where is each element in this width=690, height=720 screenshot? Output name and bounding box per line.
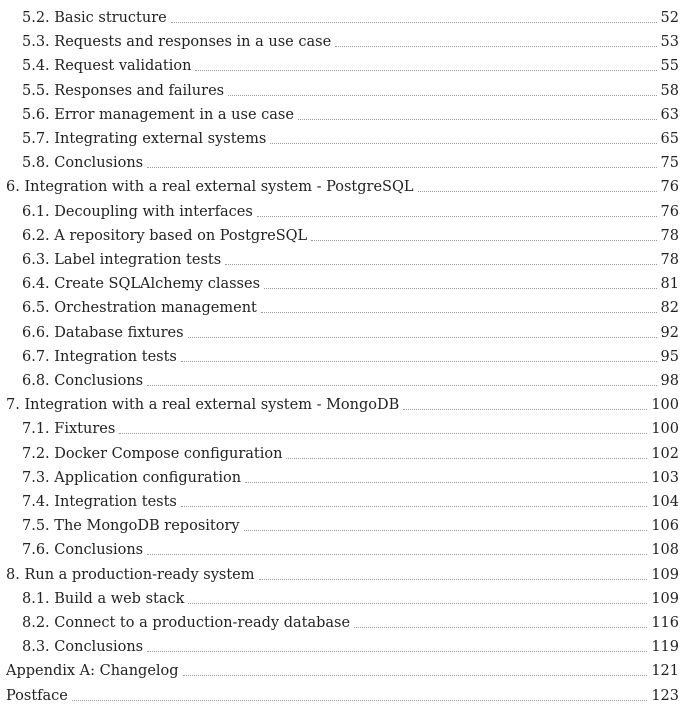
toc-section-entry[interactable]: [22, 414, 679, 438]
dot-leader: [286, 457, 647, 459]
toc-page-number: 63: [660, 106, 679, 123]
dot-leader: [181, 360, 657, 362]
toc-entry-title: 5.3. Requests and responses in a use case: [22, 34, 332, 51]
toc-page-number: 109: [651, 590, 679, 607]
toc-chapter-entry[interactable]: [6, 560, 679, 584]
dot-leader: [403, 408, 647, 410]
toc-page-number: 75: [660, 155, 679, 172]
toc-entry-title: 6.4. Create SQLAlchemy classes: [22, 276, 261, 293]
toc-entry-title: 6.2. A repository based on PostgreSQL: [22, 227, 308, 244]
toc-entry-title: 8.2. Connect to a production-ready database: [22, 615, 351, 631]
toc-entry-title: 7.1. Fixtures: [22, 421, 116, 438]
toc-entry-title: 6.8. Conclusions: [22, 373, 144, 389]
toc-entry-title: 7. Integration with a real external system - MongoDB: [6, 397, 400, 414]
dot-leader: [264, 287, 657, 289]
toc-page-number: 103: [651, 469, 679, 486]
toc-page-number: 123: [651, 687, 679, 704]
toc-page-number: 81: [660, 276, 679, 293]
toc-page-number: 106: [651, 518, 679, 535]
toc-page-number: 58: [660, 82, 679, 99]
toc-page-number: 52: [660, 10, 679, 26]
toc-entry-title: 7.5. The MongoDB repository: [22, 518, 240, 535]
toc-section-entry[interactable]: [22, 76, 679, 100]
dot-leader: [147, 166, 656, 168]
toc-section-entry[interactable]: [22, 342, 679, 366]
dot-leader: [259, 578, 648, 580]
toc-section-entry[interactable]: [22, 318, 679, 342]
toc-entry-title: 5.5. Responses and failures: [22, 82, 225, 99]
toc-entry-title: 7.3. Application configuration: [22, 469, 242, 486]
toc-entry-title: 5.4. Request validation: [22, 58, 192, 75]
dot-leader: [147, 650, 647, 652]
toc-section-entry[interactable]: [22, 632, 679, 656]
toc-section-entry[interactable]: [22, 584, 679, 608]
dot-leader: [354, 626, 647, 628]
dot-leader: [171, 21, 657, 23]
toc-entry-title: 5.6. Error management in a use case: [22, 106, 294, 123]
dot-leader: [335, 45, 656, 47]
dot-leader: [147, 553, 647, 555]
toc-page-number: 109: [651, 566, 679, 583]
toc-entry-title: 8.1. Build a web stack: [22, 590, 185, 607]
toc-page-number: 104: [651, 494, 679, 510]
toc-entry-title: 5.8. Conclusions: [22, 155, 144, 172]
toc-section-entry[interactable]: [22, 439, 679, 463]
toc-page-number: 53: [660, 34, 679, 51]
toc-page-number: 119: [651, 639, 679, 656]
toc-page-number: 76: [660, 203, 679, 220]
dot-leader: [245, 481, 647, 483]
dot-leader: [270, 142, 656, 144]
toc-entry-title: 6.1. Decoupling with interfaces: [22, 203, 253, 220]
toc-entry-title: 6.7. Integration tests: [22, 348, 177, 365]
dot-leader: [261, 311, 657, 313]
dot-leader: [195, 69, 656, 71]
toc-page-number: 78: [660, 227, 679, 244]
dot-leader: [72, 699, 647, 701]
toc-page-number: 108: [651, 542, 679, 559]
toc-section-entry[interactable]: [22, 124, 679, 148]
toc-entry-title: 7.6. Conclusions: [22, 542, 144, 559]
dot-leader: [298, 118, 657, 120]
toc-page-number: 98: [660, 373, 679, 389]
toc-entry-title: 6. Integration with a real external system - PostgreSQL: [6, 179, 414, 196]
dot-leader: [188, 336, 657, 338]
toc-section-entry[interactable]: [22, 100, 679, 124]
toc-section-entry[interactable]: [22, 608, 679, 632]
dot-leader: [228, 94, 656, 96]
toc-page-number: 121: [651, 663, 679, 680]
toc-page-number: 65: [660, 131, 679, 147]
dot-leader: [257, 215, 657, 217]
dot-leader: [188, 602, 647, 604]
toc-entry-title: Postface: [6, 687, 68, 704]
toc-section-entry[interactable]: [22, 221, 679, 245]
toc-chapter-entry[interactable]: [6, 681, 679, 705]
toc-entry-title: 5.2. Basic structure: [22, 10, 167, 26]
toc-entry-title: 5.7. Integrating external systems: [22, 131, 267, 147]
toc-section-entry[interactable]: [22, 366, 679, 390]
toc-section-entry[interactable]: [22, 245, 679, 269]
toc-page-number: 55: [660, 58, 679, 75]
toc-page-number: 100: [651, 421, 679, 438]
toc-page-number: 76: [660, 179, 679, 196]
toc-entry-title: 6.6. Database fixtures: [22, 324, 184, 341]
toc-section-entry[interactable]: [22, 3, 679, 27]
toc-chapter-entry[interactable]: [6, 390, 679, 414]
dot-leader: [147, 384, 656, 386]
toc-page-number: 102: [651, 445, 679, 462]
toc-section-entry[interactable]: [22, 293, 679, 317]
toc-section-entry[interactable]: [22, 463, 679, 487]
toc-entry-title: 7.2. Docker Compose configuration: [22, 445, 283, 462]
toc-section-entry[interactable]: [22, 511, 679, 535]
toc-entry-title: Appendix A: Changelog: [6, 663, 179, 680]
toc-section-entry[interactable]: [22, 27, 679, 51]
toc-chapter-entry[interactable]: [6, 656, 679, 680]
toc-page-number: 92: [660, 324, 679, 341]
toc-chapter-entry[interactable]: [6, 172, 679, 196]
dot-leader: [181, 505, 647, 507]
dot-leader: [418, 190, 657, 192]
toc-entry-title: 8.3. Conclusions: [22, 639, 144, 656]
toc-page-number: 100: [651, 397, 679, 414]
toc-section-entry[interactable]: [22, 148, 679, 172]
dot-leader: [183, 674, 648, 676]
toc-section-entry[interactable]: [22, 487, 679, 511]
dot-leader: [225, 263, 656, 265]
toc-section-entry[interactable]: [22, 51, 679, 75]
dot-leader: [311, 239, 656, 241]
toc-entry-title: 6.5. Orchestration management: [22, 300, 257, 317]
toc-page-number: 78: [660, 252, 679, 268]
toc-section-entry[interactable]: [22, 535, 679, 559]
toc-page-number: 116: [651, 615, 679, 631]
toc-page-number: 82: [660, 300, 679, 317]
toc-page-number: 95: [660, 348, 679, 365]
toc-entry-title: 6.3. Label integration tests: [22, 252, 222, 268]
toc-entry-title: 8. Run a production-ready system: [6, 566, 255, 583]
dot-leader: [244, 529, 648, 531]
toc-section-entry[interactable]: [22, 197, 679, 221]
dot-leader: [119, 432, 647, 434]
toc-section-entry[interactable]: [22, 269, 679, 293]
toc-entry-title: 7.4. Integration tests: [22, 494, 177, 510]
